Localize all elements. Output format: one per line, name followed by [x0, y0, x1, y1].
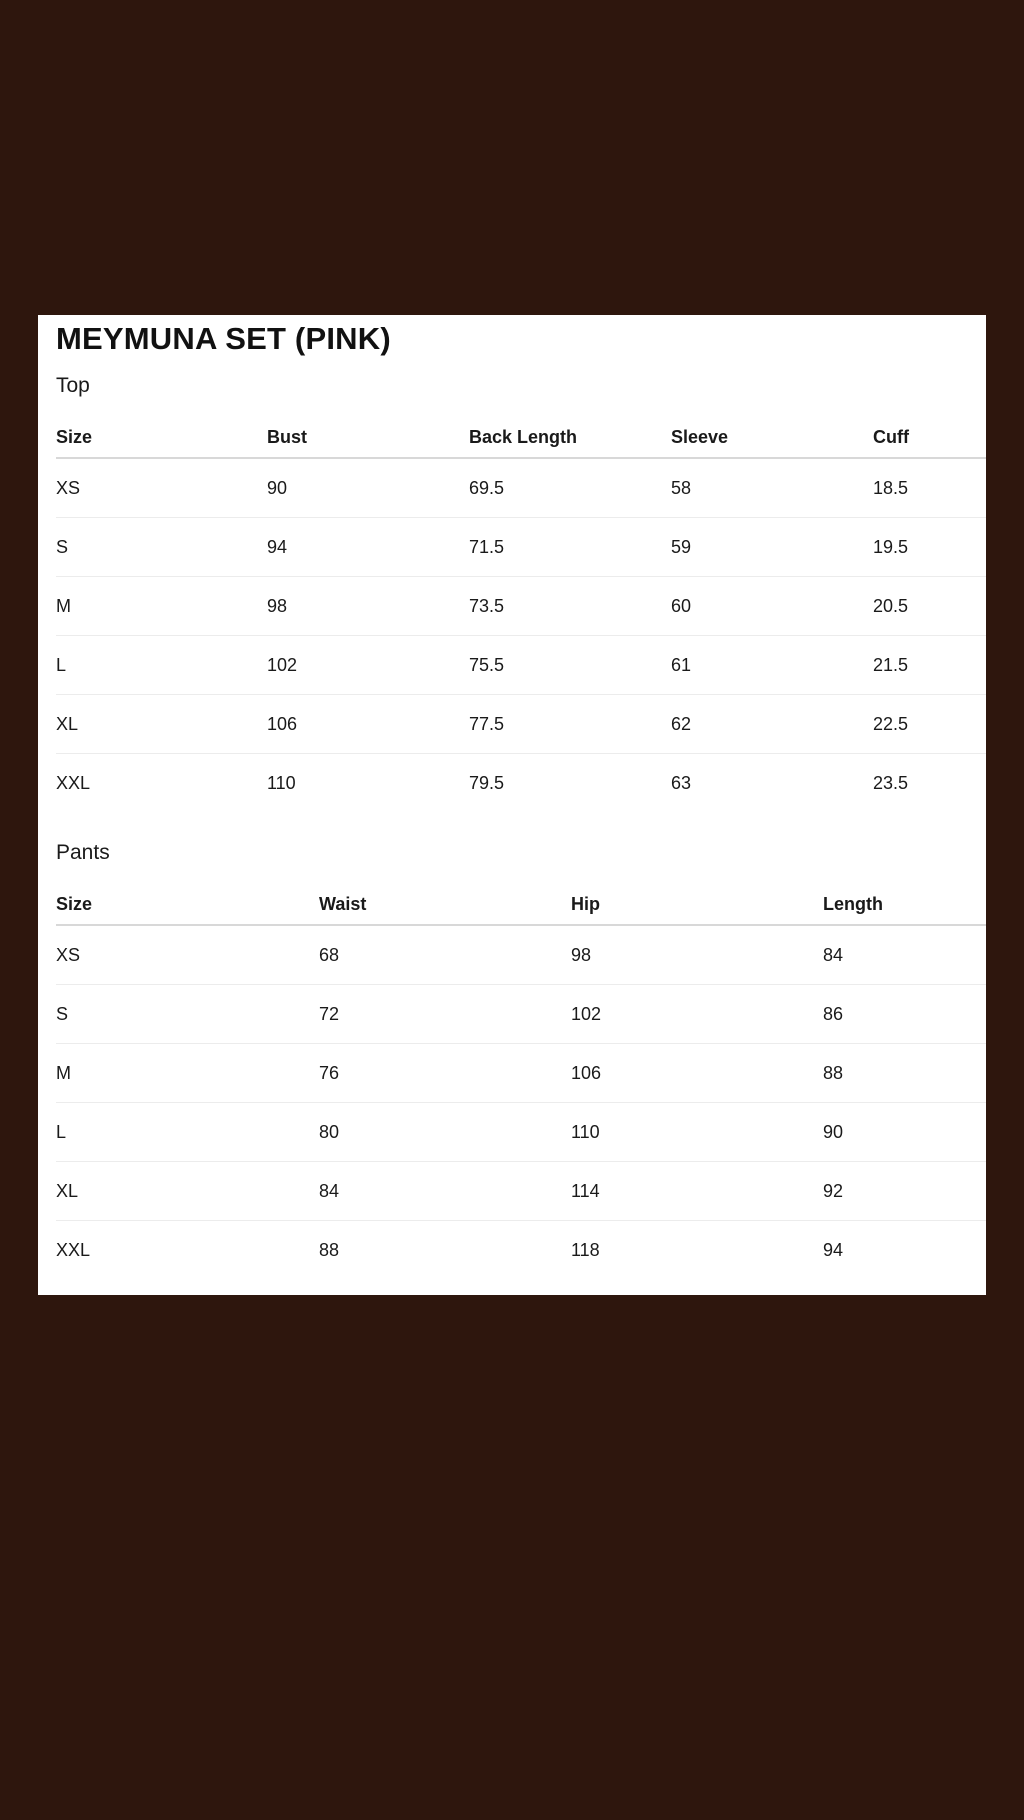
cell-back-length: 75.5 [469, 636, 671, 695]
cell-hip: 98 [571, 925, 823, 985]
cell-size: L [56, 1103, 319, 1162]
cell-sleeve: 60 [671, 577, 873, 636]
pants-size-table [56, 884, 986, 1279]
table-row [56, 458, 986, 518]
cell-size: S [56, 985, 319, 1044]
table-row [56, 518, 986, 577]
cell-hip: 114 [571, 1162, 823, 1221]
cell-waist: 84 [319, 1162, 571, 1221]
top-section-label: Top [56, 374, 90, 397]
cell-cuff: 19.5 [873, 518, 986, 577]
top-header-back-length: Back Length [469, 417, 671, 458]
cell-length: 90 [823, 1103, 986, 1162]
cell-back-length: 77.5 [469, 695, 671, 754]
cell-size: M [56, 1044, 319, 1103]
cell-hip: 106 [571, 1044, 823, 1103]
table-row [56, 1103, 986, 1162]
cell-waist: 80 [319, 1103, 571, 1162]
cell-sleeve: 58 [671, 458, 873, 518]
cell-waist: 76 [319, 1044, 571, 1103]
pants-section-label: Pants [56, 841, 110, 864]
table-row [56, 1162, 986, 1221]
top-header-sleeve: Sleeve [671, 417, 873, 458]
cell-cuff: 21.5 [873, 636, 986, 695]
top-header-row [56, 417, 986, 458]
cell-length: 84 [823, 925, 986, 985]
cell-cuff: 23.5 [873, 772, 909, 793]
table-row [56, 1221, 986, 1280]
cell-hip: 110 [571, 1103, 823, 1162]
size-chart-card [38, 315, 986, 1295]
cell-bust: 90 [267, 458, 469, 518]
cell-cuff: 18.5 [873, 458, 986, 518]
cell-size: M [56, 577, 267, 636]
cell-size: XS [56, 925, 319, 985]
cell-length: 94 [823, 1239, 844, 1260]
pants-header-hip: Hip [571, 884, 823, 925]
cell-bust: 110 [267, 772, 296, 793]
cell-length: 92 [823, 1162, 986, 1221]
cell-bust: 94 [267, 518, 469, 577]
table-row [56, 636, 986, 695]
top-size-table [56, 417, 986, 812]
top-header-bust: Bust [267, 417, 469, 458]
cell-sleeve: 61 [671, 636, 873, 695]
cell-bust: 102 [267, 636, 469, 695]
cell-hip: 118 [571, 1239, 600, 1260]
cell-bust: 106 [267, 695, 469, 754]
cell-size: XS [56, 458, 267, 518]
cell-back-length: 69.5 [469, 458, 671, 518]
top-header-cuff: Cuff [873, 417, 986, 458]
pants-header-waist: Waist [319, 884, 571, 925]
table-row [56, 925, 986, 985]
cell-length: 88 [823, 1044, 986, 1103]
cell-size: L [56, 636, 267, 695]
cell-back-length: 73.5 [469, 577, 671, 636]
table-row [56, 695, 986, 754]
cell-size: XXL [56, 772, 91, 793]
cell-cuff: 20.5 [873, 577, 986, 636]
cell-waist: 68 [319, 925, 571, 985]
table-row [56, 1044, 986, 1103]
table-row [56, 985, 986, 1044]
pants-header-length: Length [823, 884, 986, 925]
product-title: MEYMUNA SET (PINK) [56, 321, 391, 356]
cell-waist: 72 [319, 985, 571, 1044]
cell-sleeve: 63 [671, 772, 692, 793]
cell-size: S [56, 518, 267, 577]
cell-bust: 98 [267, 577, 469, 636]
cell-sleeve: 62 [671, 695, 873, 754]
cell-size: XXL [56, 1239, 91, 1260]
table-row [56, 577, 986, 636]
cell-cuff: 22.5 [873, 695, 986, 754]
cell-size: XL [56, 1162, 319, 1221]
top-header-size: Size [56, 417, 267, 458]
cell-waist: 88 [319, 1239, 340, 1260]
cell-hip: 102 [571, 985, 823, 1044]
cell-length: 86 [823, 985, 986, 1044]
pants-header-row [56, 884, 986, 925]
pants-header-size: Size [56, 884, 319, 925]
cell-sleeve: 59 [671, 518, 873, 577]
cell-back-length: 71.5 [469, 518, 671, 577]
cell-back-length: 79.5 [469, 772, 505, 793]
cell-size: XL [56, 695, 267, 754]
table-row [56, 754, 986, 813]
